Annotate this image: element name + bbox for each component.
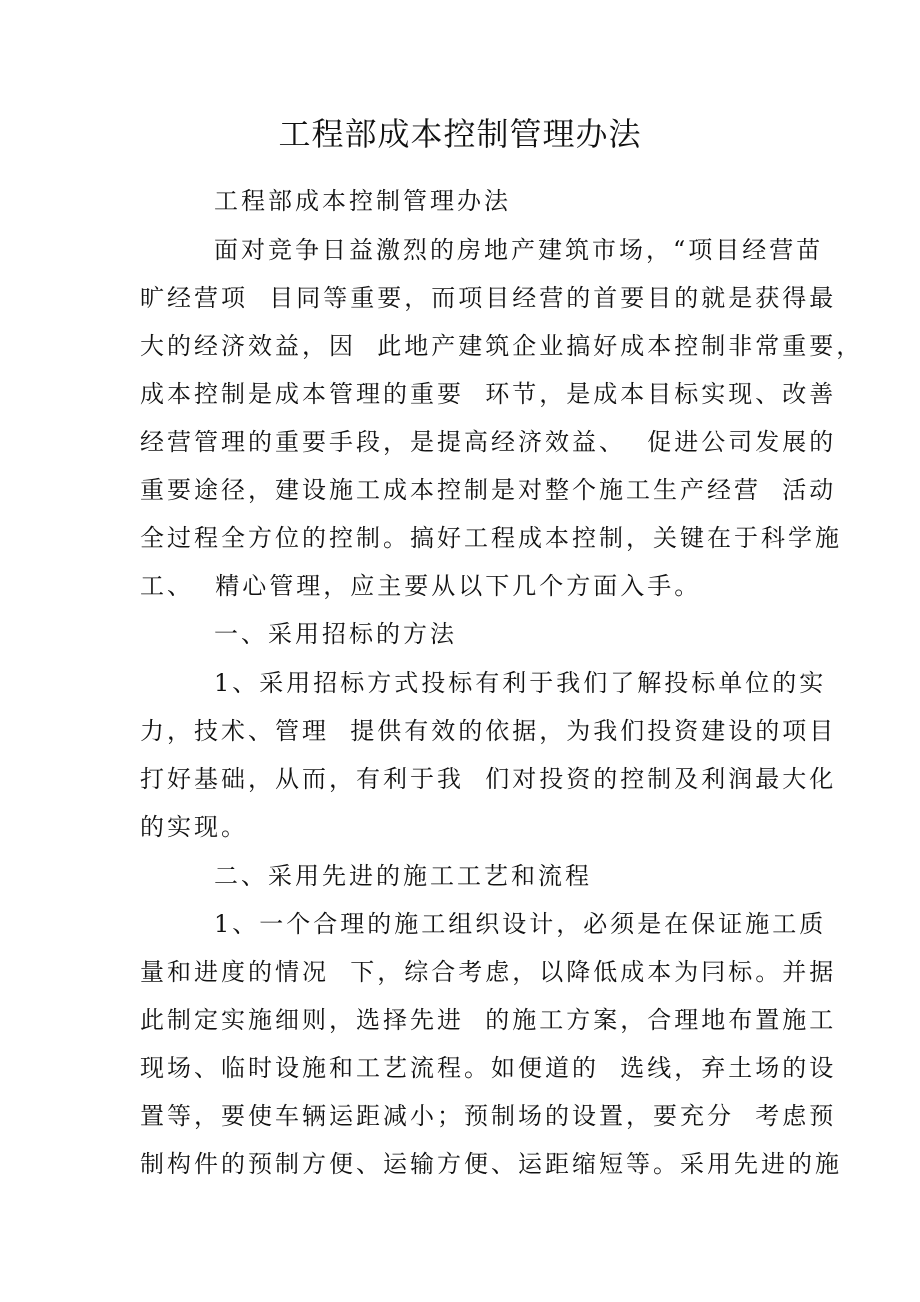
paragraph-line: 旷经营项 目同等重要，而项目经营的首要目的就是获得最	[140, 284, 837, 312]
paragraph-line: 现场、临时设施和工艺流程。如便道的 选线，弃土场的设	[140, 1054, 837, 1082]
paragraph-line: 力，技术、管理 提供有效的依据，为我们投资建设的项目	[140, 717, 837, 745]
paragraph-line: 工、 精心管理，应主要从以下几个方面入手。	[140, 572, 702, 600]
paragraph-line: 全过程全方位的控制。搞好工程成本控制，关键在于科学施	[140, 524, 842, 552]
paragraph-line: 置等，要使车辆运距减小；预制场的设置，要充分 考虑预	[140, 1102, 837, 1130]
document-title: 工程部成本控制管理办法	[278, 115, 642, 153]
paragraph-line: 面对竞争日益激烈的房地产建筑市场，“项目经营苗	[214, 236, 824, 264]
paragraph-line: 大的经济效益，因 此地产建筑企业搞好成本控制非常重要，	[140, 332, 864, 360]
paragraph-line: 制构件的预制方便、运输方便、运距缩短等。采用先进的施	[140, 1150, 842, 1178]
section-heading: 二、采用先进的施工工艺和流程	[214, 862, 592, 890]
paragraph-line: 1、一个合理的施工组织设计，必须是在保证施工质	[214, 910, 827, 938]
section-heading: 一、采用招标的方法	[214, 620, 457, 648]
subtitle-line: 工程部成本控制管理办法	[214, 187, 511, 215]
paragraph-line: 成本控制是成本管理的重要 环节，是成本目标实现、改善	[140, 380, 837, 408]
paragraph-line: 量和进度的情况 下，综合考虑，以降低成本为冃标。并据	[140, 958, 837, 986]
paragraph-line: 重要途径，建设施工成本控制是对整个施工生产经营 活动	[140, 476, 837, 504]
paragraph-line: 此制定实施细则，选择先进 的施工方案，合理地布置施工	[140, 1006, 837, 1034]
paragraph-line: 经营管理的重要手段，是提高经济效益、 促进公司发展的	[140, 428, 837, 456]
paragraph-line: 打好基础，从而，有利于我 们对投资的控制及利润最大化	[140, 765, 837, 793]
paragraph-line: 的实现。	[140, 813, 248, 841]
paragraph-line: 1、采用招标方式投标有利于我们了解投标单位的实	[214, 669, 827, 697]
